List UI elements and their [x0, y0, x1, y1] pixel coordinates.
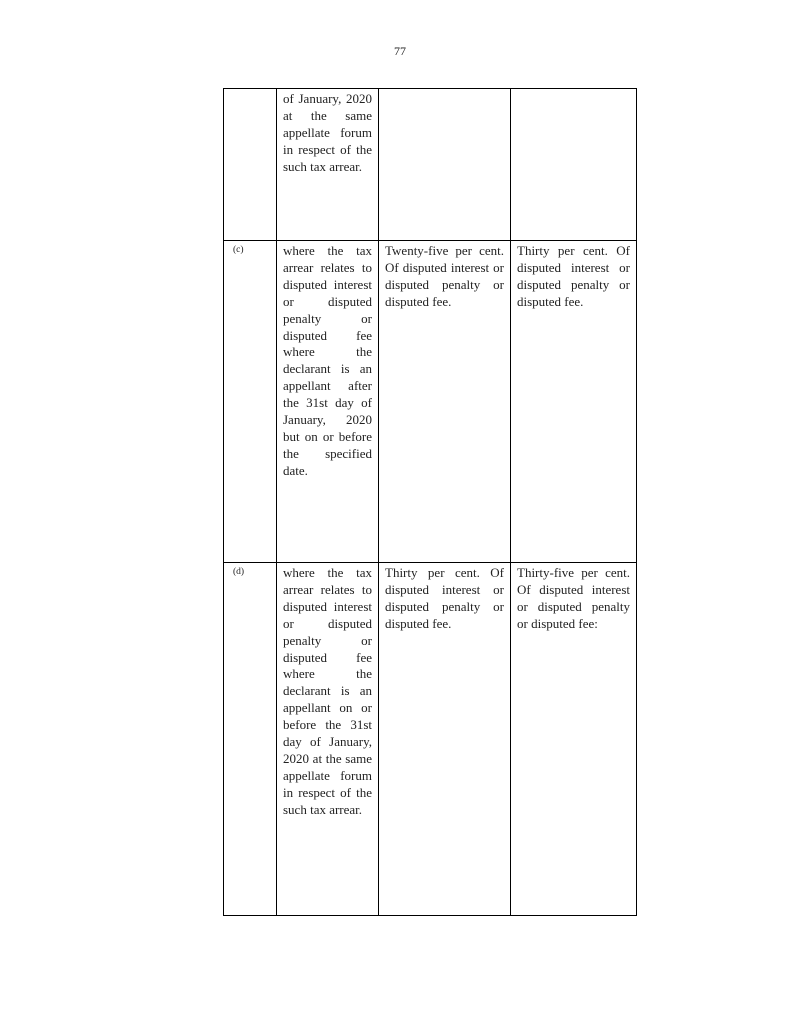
page-number: 77	[394, 44, 406, 58]
rate-cell-second	[511, 563, 637, 916]
rate-text: Thirty per cent. Of disputed interest or disputed penalty or disputed fee.	[385, 565, 504, 631]
description-text: of January, 2020 at the same appellate forum in respect of the such tax arrear.	[283, 91, 372, 174]
row-description	[277, 563, 379, 916]
row-description	[277, 89, 379, 241]
rate-cell-second	[511, 89, 637, 241]
rate-cell-first	[379, 563, 511, 916]
description-text: where the tax arrear relates to disputed interest or disputed penalty or disputed fee where the declarant is an appellant on or before the 31st day of January, 2020 at the same appellate forum in respect of the such tax arrear.	[283, 565, 372, 817]
rate-cell-second	[511, 241, 637, 563]
tax-arrear-table	[223, 88, 637, 916]
table-row	[224, 563, 637, 916]
description-text: where the tax arrear relates to disputed interest or disputed penalty or disputed fee where the declarant is an appellant after the 31st day of January, 2020 but on or before the specified date.	[283, 243, 372, 478]
rate-cell-first	[379, 241, 511, 563]
rate-text: Thirty-five per cent. Of disputed interest or disputed penalty or disputed fee:	[517, 565, 630, 631]
row-label	[224, 89, 277, 241]
row-description	[277, 241, 379, 563]
table-row	[224, 241, 637, 563]
row-label: (d)	[224, 563, 277, 916]
rate-text: Thirty per cent. Of disputed interest or disputed penalty or disputed fee.	[517, 243, 630, 309]
rate-cell-first	[379, 89, 511, 241]
table-row	[224, 89, 637, 241]
rate-text: Twenty-five per cent. Of disputed interest or disputed penalty or disputed fee.	[385, 243, 504, 309]
row-label: (c)	[224, 241, 277, 563]
